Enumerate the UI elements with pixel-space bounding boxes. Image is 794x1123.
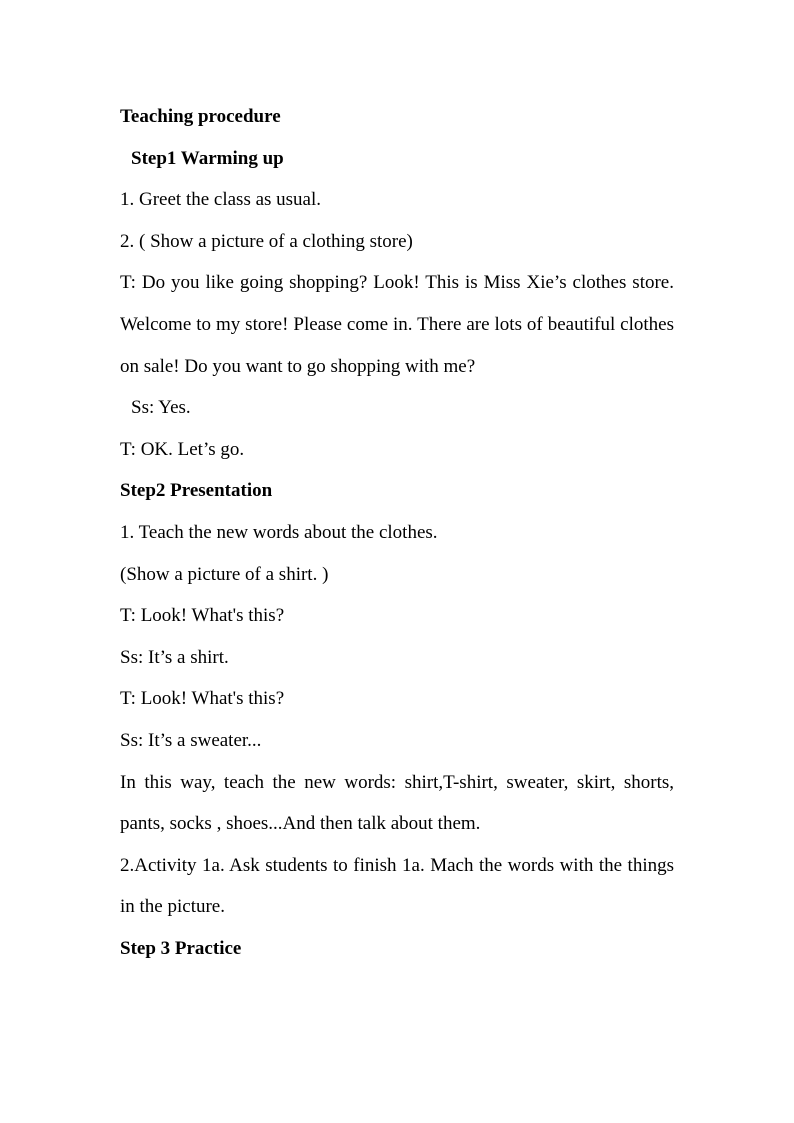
dialog-line: Ss: It’s a sweater... (120, 729, 262, 751)
dialog-line: T: Look! What's this? (120, 688, 285, 710)
step1-item-1: 1. Greet the class as usual. (120, 189, 322, 211)
step2-method-paragraph: In this way, teach the new words: shirt,T-shirt, sweater, skirt, shorts, pants, socks , shoes...And then talk about them. (120, 771, 674, 835)
step1-item-2: 2. ( Show a picture of a clothing store) (120, 230, 413, 252)
document-title: Teaching procedure (120, 106, 281, 127)
step3-heading: Step 3 Practice (120, 937, 242, 959)
step1-students-reply: Ss: Yes. (131, 397, 191, 419)
document-page (120, 96, 674, 969)
step1-teacher-paragraph: T: Do you like going shopping? Look! This is Miss Xie’s clothes store. Welcome to my store! Please come in. There are lots of beautiful clothes on sale! Do you want to go shopping with me? (120, 272, 674, 377)
dialog-line: Ss: It’s a shirt. (120, 646, 229, 668)
dialog-line: T: Look! What's this? (120, 605, 285, 627)
step2-activity-paragraph: 2.Activity 1a. Ask students to finish 1a. Mach the words with the things in the picture. (120, 854, 674, 918)
step2-note: (Show a picture of a shirt. ) (120, 563, 329, 585)
step1-teacher-reply: T: OK. Let’s go. (120, 438, 245, 460)
step1-heading: Step1 Warming up (131, 147, 284, 169)
step2-item-1: 1. Teach the new words about the clothes. (120, 521, 438, 543)
step2-heading: Step2 Presentation (120, 480, 273, 502)
